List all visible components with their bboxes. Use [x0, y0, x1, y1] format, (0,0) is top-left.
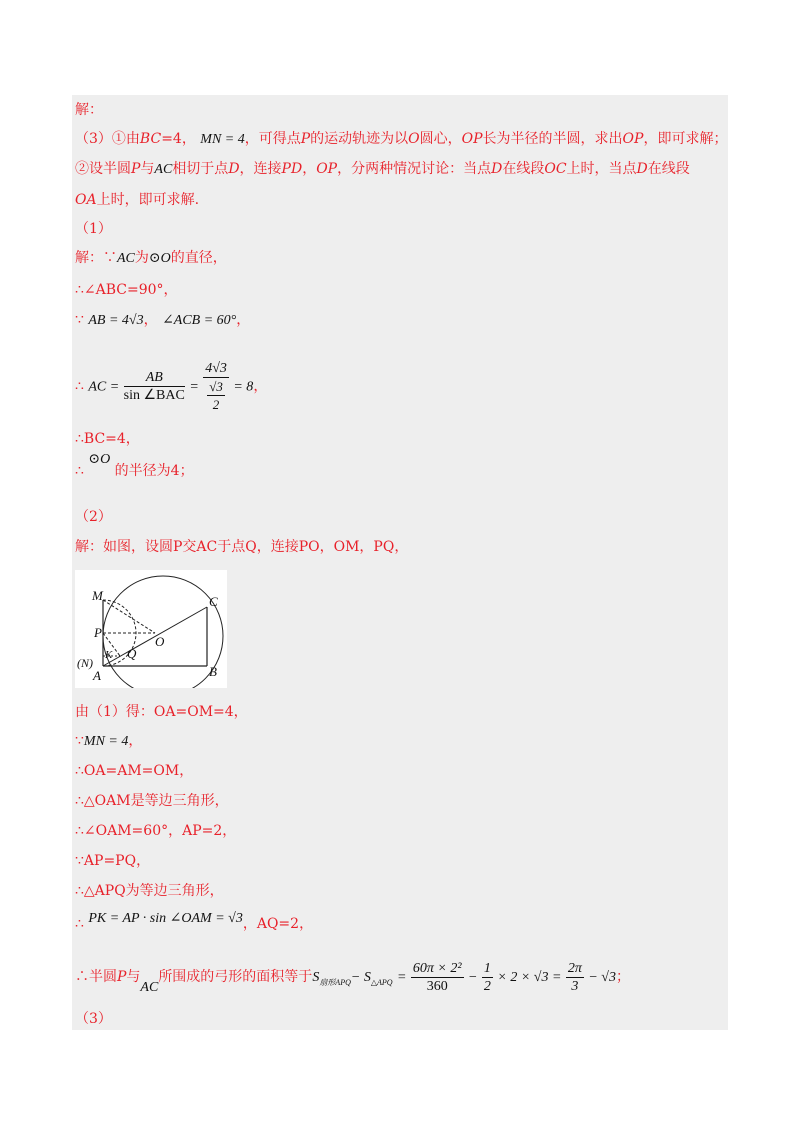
step3-hint-line1: （3）①由BC=4， MN = 4，可得点P的运动轨迹为以O圆心，OP长为半径的半圆，求出OP，即可求解；	[75, 131, 728, 147]
part2-line10: ∴半圆P与AC所围成的弓形的面积等于$S_{扇形APQ}- S_{\triangle APQ}$ = $\frac{\text{60π × 2²}}{360}$ − $\frac{1}{2}$ × 2 × √3 = $\frac{2\pi}{3}$ − √3；	[75, 960, 630, 995]
step3-hint-line3: OA上时，即可求解.	[75, 192, 200, 208]
part2-line6: ∴∠OAM=60°，AP=2，	[75, 823, 237, 839]
part1-line3: ∵ AB = 4√3， ∠ACB = 60°，	[75, 312, 251, 328]
part1-line1: 解：∵AC为⊙O的直径，	[75, 250, 227, 266]
part2-line7: ∵AP=PQ，	[75, 853, 151, 869]
fraction-2pi-over-3: $\frac{2\pi}{3}$	[567, 960, 582, 994]
part2-line5: ∴△OAM是等边三角形，	[75, 793, 229, 809]
label-k: K	[105, 649, 113, 661]
label-c: C	[209, 594, 218, 609]
fraction-half: $\frac{1}{2}$	[483, 960, 491, 994]
label-n: (N)	[77, 656, 93, 670]
label-o: O	[155, 634, 165, 649]
solution-heading: 解：	[75, 102, 103, 118]
fraction-4root3-over: $\frac{4√3}{\frac{√3}{2}}$	[205, 361, 227, 412]
part1-label: （1）	[75, 221, 112, 237]
part2-line3: ∵MN = 4，	[75, 733, 143, 749]
part1-line6: ∴ ⊙O 的半径为4；	[75, 452, 194, 479]
part1-line4: ∴ AC = $\frac{AB}{\text{sin ∠BAC}}$ = $\frac{4√3}{\frac{√3}{2}}$ = 8，	[75, 361, 268, 412]
label-q: Q	[127, 646, 137, 661]
part2-line9: ∴ PK = AP · sin ∠OAM = √3，AQ=2，	[75, 911, 314, 932]
label-m: M	[92, 588, 103, 603]
geometry-diagram	[75, 570, 227, 688]
part2-line8: ∴△APQ为等边三角形，	[75, 883, 224, 899]
label-p: P	[94, 625, 102, 640]
part1-line5: ∴BC=4，	[75, 431, 140, 447]
part3-label: （3）	[75, 1011, 112, 1027]
part2-line2: 由（1）得：OA=OM=4，	[75, 704, 248, 720]
part2-line1: 解：如图，设圆P交AC于点Q，连接PO，OM，PQ，	[75, 539, 409, 555]
fraction-sector: $\frac{\text{60π × 2²}}{360}$	[412, 960, 462, 994]
part1-line2: ∴∠ABC=90°，	[75, 282, 178, 298]
part2-label: （2）	[75, 509, 112, 525]
segment-mo	[103, 600, 155, 633]
fraction-ab-over-sin: $\frac{AB}{\text{sin ∠BAC}}$	[123, 370, 185, 403]
geometry-figure	[75, 570, 227, 688]
label-b: B	[209, 664, 217, 679]
step3-hint-line2: ②设半圆P与AC相切于点D，连接PD，OP，分两种情况讨论：当点D在线段OC上时，当点D在线段	[75, 161, 690, 177]
part2-line4: ∴OA=AM=OM，	[75, 763, 194, 779]
label-a: A	[93, 668, 101, 683]
